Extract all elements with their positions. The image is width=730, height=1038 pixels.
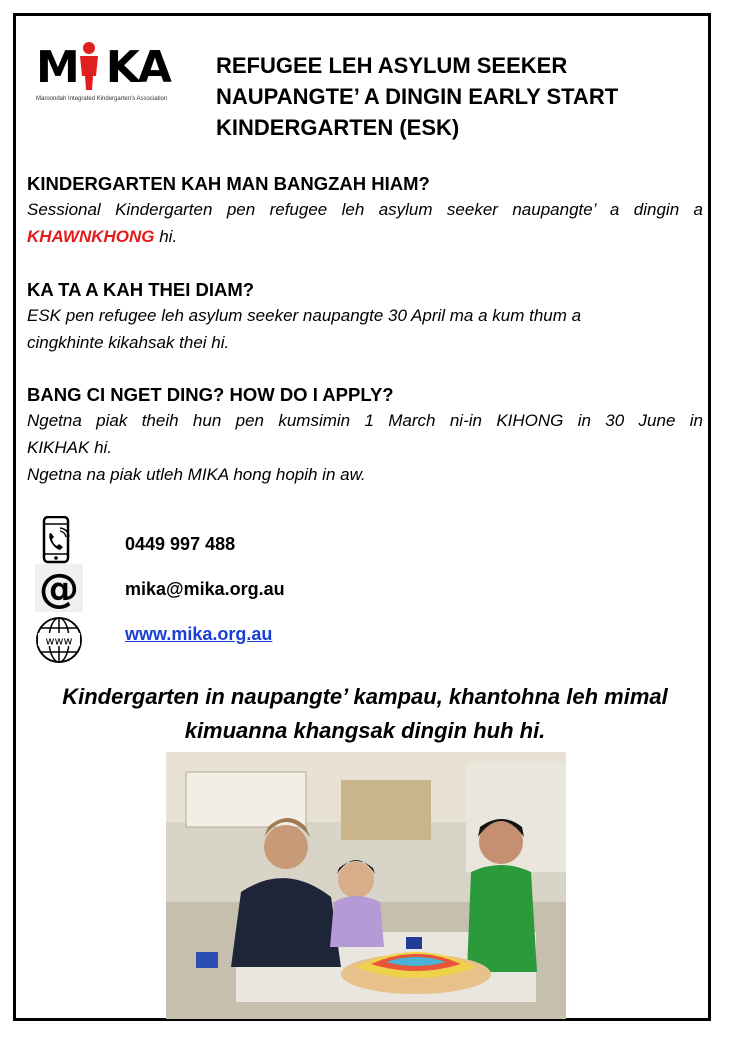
section-who-can-attend (27, 278, 703, 356)
at-icon (35, 564, 83, 612)
mika-logo (36, 40, 186, 106)
section-heading: KINDERGARTEN KAH MAN BANGZAH HIAM? (27, 173, 430, 194)
section-body: Sessional Kindergarten pen refugee leh asylum seeker naupangte’ a dingin a KHAWNKHONG hi. (27, 200, 703, 246)
contact-phone (35, 516, 435, 556)
globe-icon (35, 616, 83, 664)
free-highlight: KHAWNKHONG (27, 227, 155, 246)
logo-wordmark: M KA (36, 42, 170, 93)
slogan: Kindergarten in naupangte’ kampau, khantohna leh mimal kimuanna khangsak dingin huh hi. (62, 684, 668, 743)
section-body: ESK pen refugee leh asylum seeker naupangte 30 April ma a kum thum a cingkhinte kikahsak thei hi. (27, 306, 582, 352)
section-what-is (27, 172, 703, 250)
svg-text:@: @ (39, 566, 79, 612)
svg-text:www: www (45, 634, 73, 648)
logo-subtitle: Maroondah Integrated Kindergarten's Association (36, 96, 168, 102)
phone-icon (35, 516, 83, 564)
section-heading: KA TA A KAH THEI DIAM? (27, 279, 255, 300)
website-link[interactable]: www.mika.org.au (125, 624, 273, 644)
phone-number: 0449 997 488 (125, 534, 236, 554)
page-title: REFUGEE LEH ASYLUM SEEKER NAUPANGTE’ A DINGIN EARLY START KINDERGARTEN (ESK) (216, 53, 619, 140)
section-heading: BANG CI NGET DING? HOW DO I APPLY? (27, 384, 394, 405)
section-how-to-apply (27, 383, 703, 488)
section-body: Ngetna piak theih hun pen kumsimin 1 March ni-in KIHONG in 30 June in KIKHAK hi. Ngetna na piak utleh MIKA hong hopih in aw. (27, 411, 703, 484)
classroom-photo (166, 752, 566, 1019)
logo-person-figure (76, 40, 102, 92)
email-address: mika@mika.org.au (125, 579, 285, 599)
contact-email (35, 566, 435, 612)
contact-website (35, 616, 435, 656)
